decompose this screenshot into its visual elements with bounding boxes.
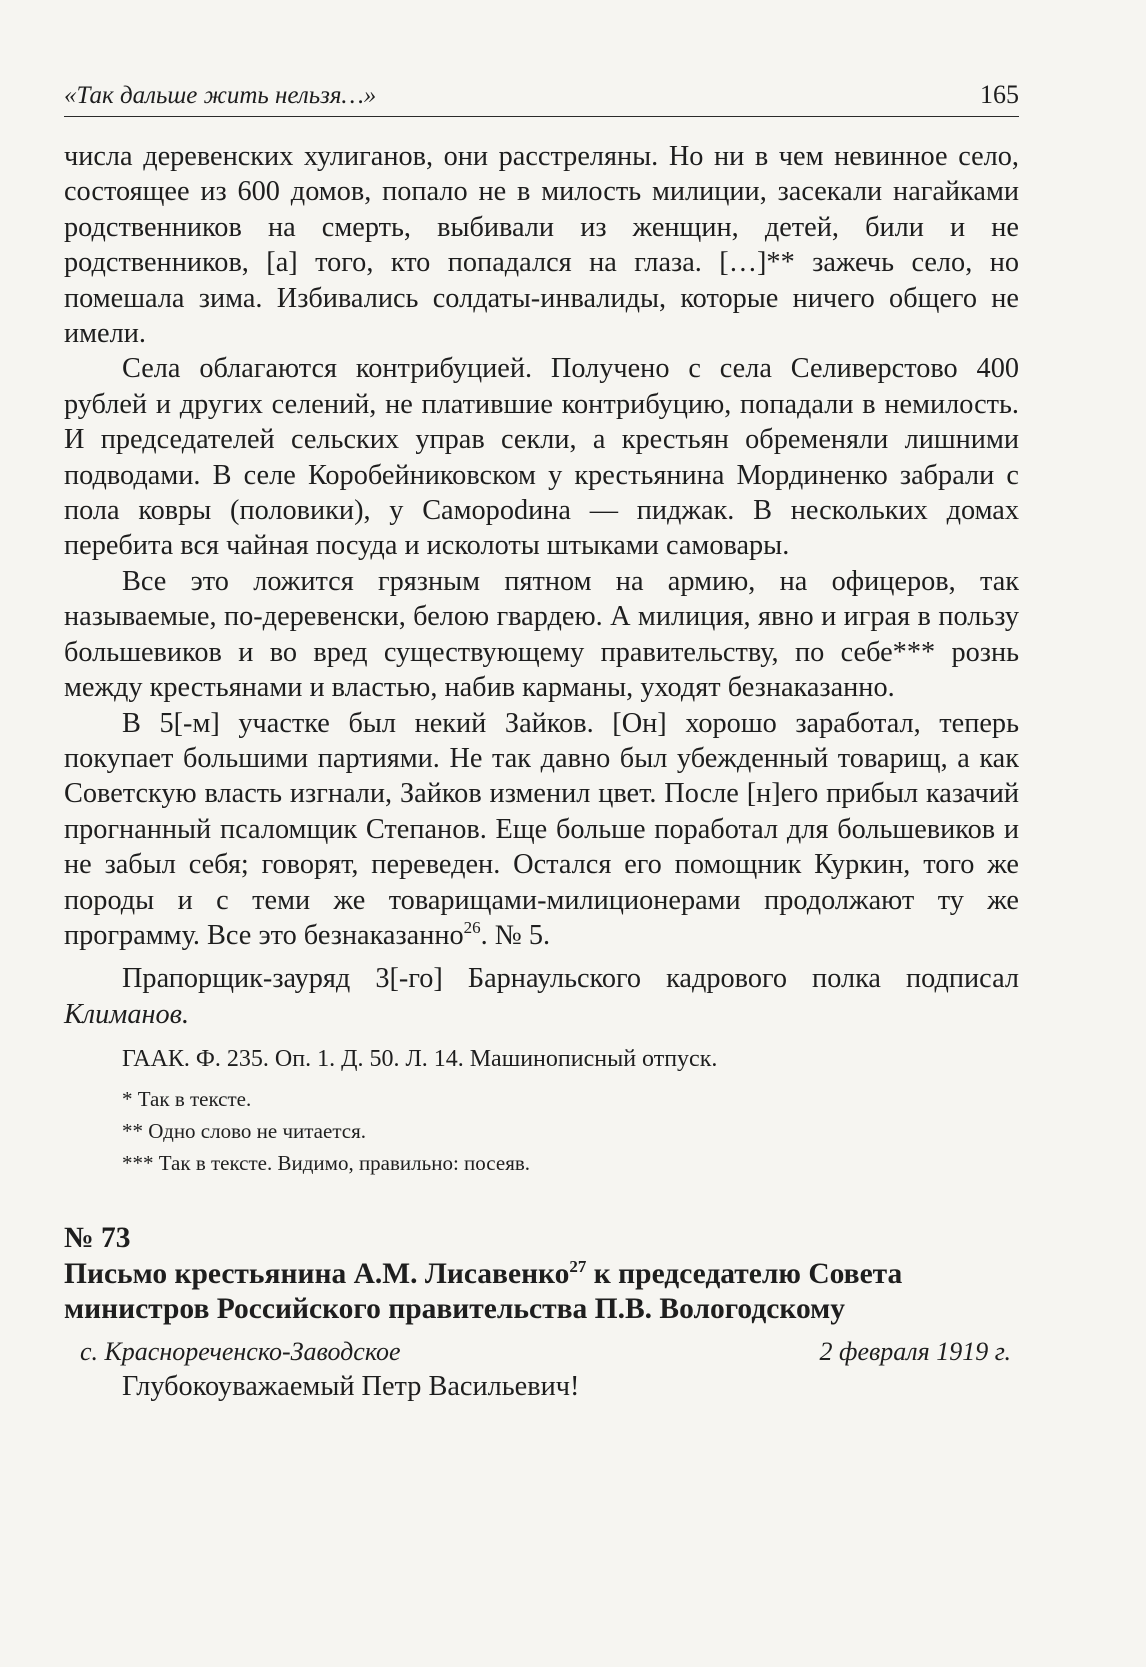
note-3: *** Так в тексте. Видимо, правильно: посеяв. (122, 1151, 531, 1176)
page-number: 165 (980, 80, 1019, 109)
signature-text: Прапорщик-зауряд 3[-го] Барнаульского кадрового полка подписал (122, 963, 1019, 995)
running-title: «Так дальше жить нельзя…» (64, 82, 377, 109)
paragraph-4-tail: . № 5. (480, 919, 551, 951)
document-place: с. Краснореченско-Заводское (80, 1336, 401, 1366)
salutation: Глубокоуважаемый Петр Васильевич! (122, 1370, 580, 1402)
page-header (64, 72, 1019, 117)
place-date-line (64, 1334, 1019, 1369)
document-title (64, 1257, 1019, 1328)
note-1: * Так в тексте. (122, 1087, 252, 1112)
note-2: ** Одно слово не читается. (122, 1119, 366, 1144)
paragraph-1: числа деревенских хулиганов, они расстреляны. Но ни в чем невинное село, состоящее из 600 домов, попало не в милость милиции, засекали нагайками родственников на смерть, выбивали из женщин, детей, били и не родственников, [а] того, кто попадался на глаза. […]** зажечь село, но помешала зима. Избивались солдаты-инвалиды, которые ничего общего не имели. (64, 141, 1019, 350)
document-heading (64, 1221, 1019, 1328)
signer-name: Климанов. (64, 998, 190, 1030)
document-number: № 73 (64, 1222, 131, 1255)
document-title-part2: к председателю Совета министров Российского правительства П.В. Вологодскому (64, 1257, 903, 1326)
footnotes (64, 1083, 1019, 1179)
footnote-ref-26: 26 (463, 917, 481, 937)
paragraph-3: Все это ложится грязным пятном на армию, на офицеров, так называемые, по-деревенски, белою гвардею. А милиция, явно и играя в пользу большевиков и во вред существующему правительству, по себе*** рознь между крестьянами и властью, набив карманы, уходят безнаказанно. (64, 565, 1019, 704)
document-date: 2 февраля 1919 г. (819, 1336, 1011, 1366)
signature-line (64, 961, 1019, 1032)
paragraph-4-text: В 5[-м] участке был некий Зайков. [Он] хорошо заработал, теперь покупает большими партиями. Не так давно был убежденный товарищ, а как Советскую власть изгнали, Зайков изменил цвет. После [н]его прибыл казачий прогнанный псаломщик Степанов. Еще больше поработал для большевиков и не забыл себя; говорят, переведен. Остался его помощник Куркин, того же породы и с теми же товарищами-милиционерами продолжают ту же программу. Все это безнаказанно (64, 707, 1019, 951)
document-title-part1: Письмо крестьянина А.М. Лисавенко (64, 1257, 570, 1290)
paragraph-4 (64, 706, 1019, 954)
book-page (64, 72, 1019, 1652)
archive-source: ГААК. Ф. 235. Оп. 1. Д. 50. Л. 14. Машинописный отпуск. (122, 1046, 718, 1073)
footnote-ref-27: 27 (569, 1256, 587, 1276)
paragraph-2: Села облагаются контрибуцией. Получено с села Селиверстово 400 рублей и других селений, не платившие контрибуцию, попадали в немилость. И председателей сельских управ секли, а крестьян обременяли лишними подводами. В селе Коробейниковском у крестьянина Мординенко забрали с пола ковры (половики), у Самороdина — пиджак. В нескольких домах перебита вся чайная посуда и исколоты штыками самовары. (64, 353, 1019, 562)
body-text (64, 139, 1019, 1032)
